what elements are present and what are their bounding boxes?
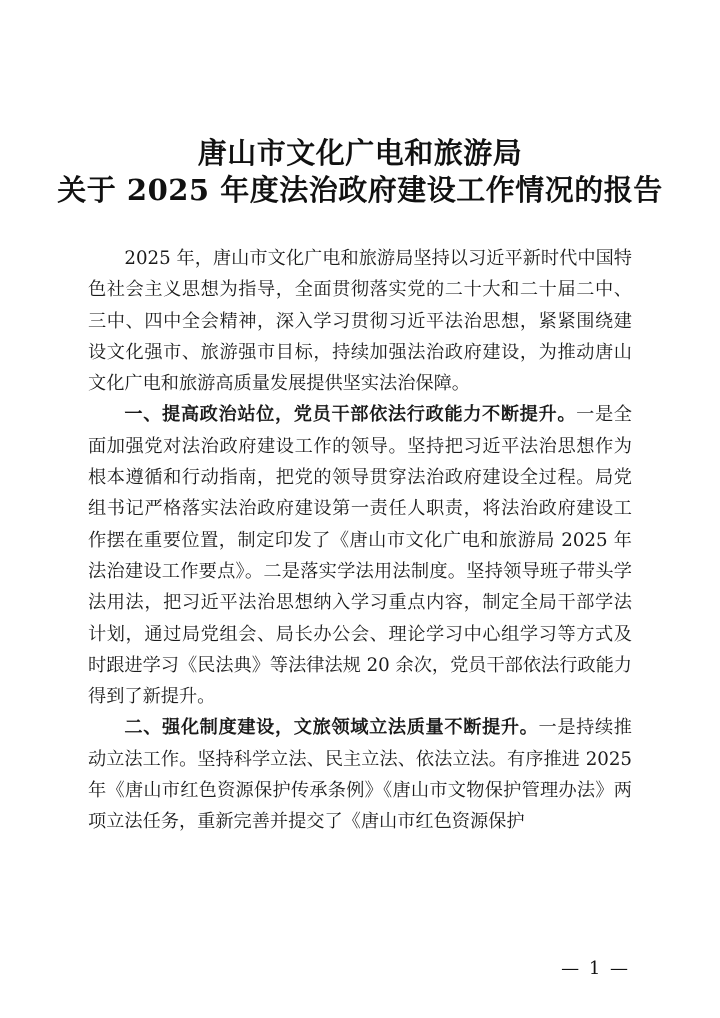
document-body: [88, 243, 632, 838]
paragraph-intro: [88, 243, 632, 399]
document-title-line-1: 唐山市文化广电和旅游局: [197, 136, 523, 170]
page-number: — 1 —: [561, 958, 630, 979]
section-2-text: 一是持续推动立法工作。坚持科学立法、民主立法、依法立法。有序推进 2025 年《唐山市红色资源保护传承条例》《唐山市文物保护管理办法》两项立法任务，重新完善并提交了《唐山市红色资源保护: [88, 717, 632, 833]
document-title-line-2: 关于 2025 年度法治政府建设工作情况的报告: [57, 173, 663, 207]
section-1-heading: 一、提高政治站位，党员干部依法行政能力不断提升。: [124, 404, 577, 426]
paragraph-intro-text: 2025 年，唐山市文化广电和旅游局坚持以习近平新时代中国特色社会主义思想为指导，全面贯彻落实党的二十大和二十届二中、三中、四中全会精神，深入学习贯彻习近平法治思想，紧紧围绕建设文化强市、旅游强市目标，持续加强法治政府建设，为推动唐山文化广电和旅游高质量发展提供坚实法治保障。: [88, 248, 632, 395]
section-2-heading: 二、强化制度建设，文旅领域立法质量不断提升。: [124, 717, 539, 739]
section-1-text: 一是全面加强党对法治政府建设工作的领导。坚持把习近平法治思想作为根本遵循和行动指南，把党的领导贯穿法治政府建设全过程。局党组书记严格落实法治政府建设第一责任人职责，将法治政府建设工作摆在重要位置，制定印发了《唐山市文化广电和旅游局 2025 年法治建设工作要点》。二是落实学法用法制度。坚持领导班子带头学法用法，把习近平法治思想纳入学习重点内容，制定全局干部学法计划，通过局党组会、局长办公会、理论学习中心组学习等方式及时跟进学习《民法典》等法律法规 20 余次，党员干部依法行政能力得到了新提升。: [88, 404, 632, 708]
paragraph-section-1: [88, 399, 632, 712]
paragraph-section-2: [88, 712, 632, 837]
